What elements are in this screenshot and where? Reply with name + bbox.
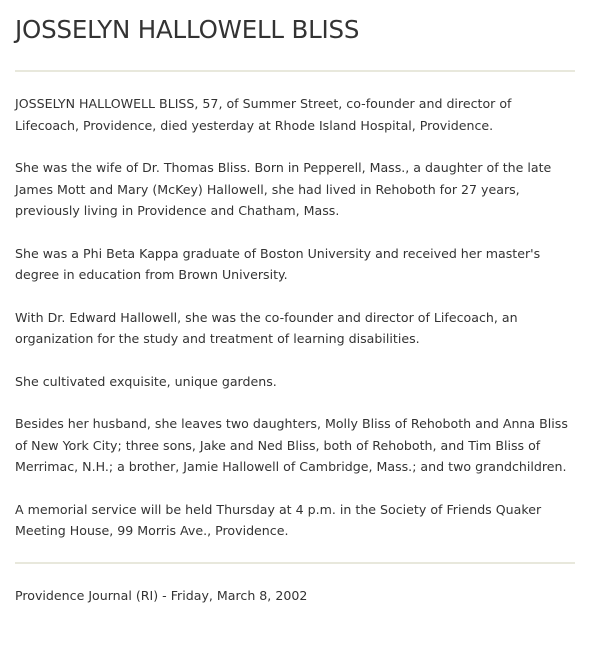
paragraph-4: With Dr. Edward Hallowell, she was the co-founder and director of Lifecoach, an organization for the study and treatment of learning disabilities.: [15, 309, 518, 346]
paragraph-6: Besides her husband, she leaves two daughters, Molly Bliss of Rehoboth and Anna Bliss of New York City; three sons, Jake and Ned Bliss, both of Rehoboth, and Tim Bliss of Merrimac, N.H.; a brother, Jamie Hallowell of Cambridge, Mass.; and two grandchildren.: [15, 416, 568, 474]
paragraph-2: She was the wife of Dr. Thomas Bliss. Born in Pepperell, Mass., a daughter of the late James Mott and Mary (McKey) Hallowell, she had lived in Rehoboth for 27 years, previously living in Providence and Chatham, Mass.: [15, 160, 552, 218]
page-title: JOSSELYN HALLOWELL BLISS: [15, 15, 360, 44]
source-citation: Providence Journal (RI) - Friday, March 8, 2002: [15, 587, 308, 603]
paragraph-7: A memorial service will be held Thursday at 4 p.m. in the Society of Friends Quaker Meeting House, 99 Morris Ave., Providence.: [15, 501, 542, 538]
paragraph-5: She cultivated exquisite, unique gardens.: [15, 373, 277, 389]
paragraph-1: JOSSELYN HALLOWELL BLISS, 57, of Summer Street, co-founder and director of Lifecoach, Providence, died yesterday at Rhode Island Hospital, Providence.: [15, 96, 512, 133]
paragraph-3: She was a Phi Beta Kappa graduate of Boston University and received her master's degree in education from Brown University.: [15, 245, 541, 282]
obituary-body: [15, 72, 575, 542]
